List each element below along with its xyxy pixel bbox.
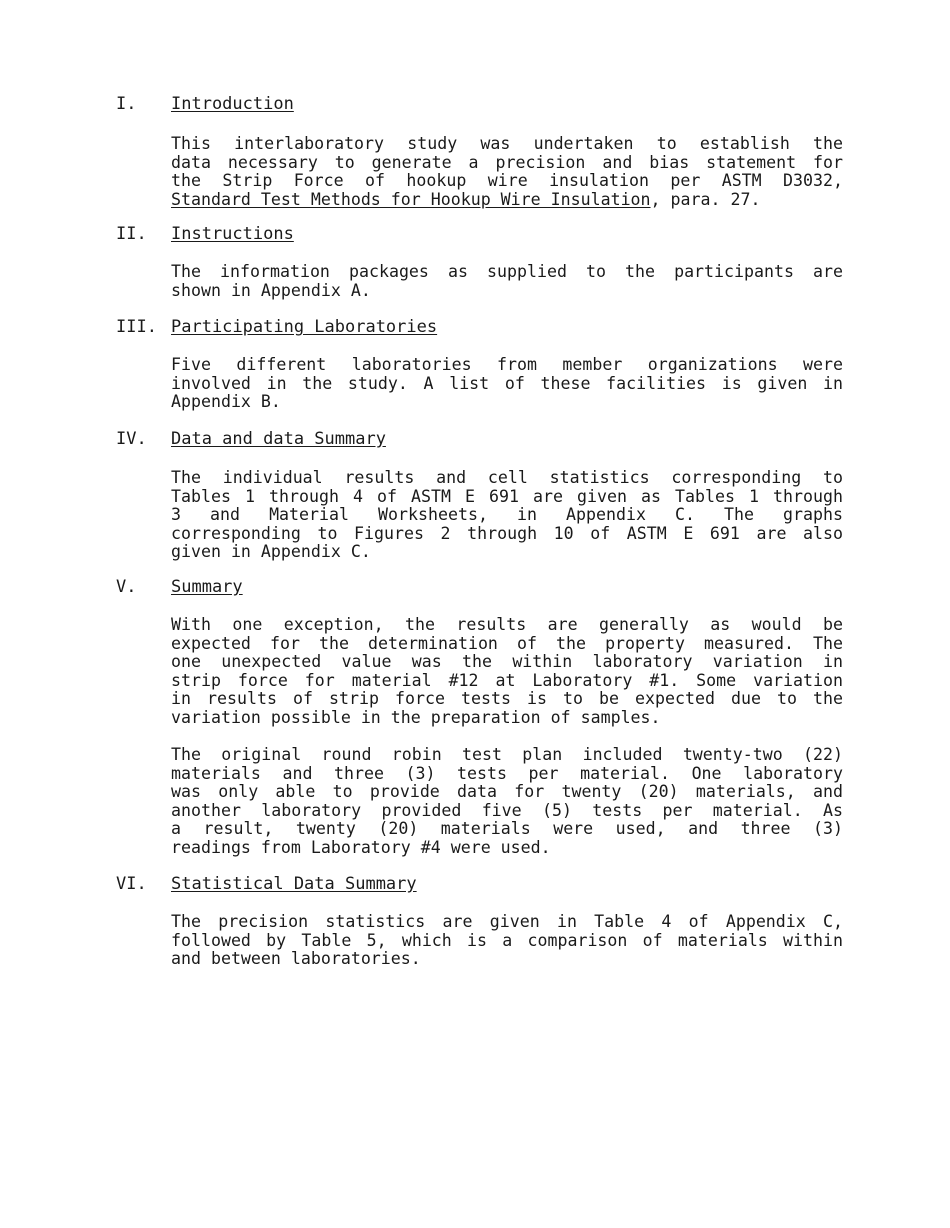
text-line: 3 and Material Worksheets, in Appendix C. The graphs [171, 505, 843, 524]
text-line: The information packages as supplied to the participants are [171, 262, 843, 281]
text-line: given in Appendix C. [171, 542, 371, 561]
text-line: the Strip Force of hookup wire insulation per ASTM D3032, [171, 171, 843, 190]
text-line: shown in Appendix A. [171, 280, 371, 300]
text-line: another laboratory provided five (5) tests per material. As [171, 800, 843, 820]
paragraph [171, 616, 843, 727]
text-line: readings from Laboratory #4 were used. [171, 837, 551, 857]
paragraph [171, 263, 843, 300]
text-line: was only able to provide data for twenty (20) materials, and [171, 782, 843, 801]
text-line: in results of strip force tests is to be expected due to the [171, 689, 843, 708]
text-line: With one exception, the results are generally as would be [171, 615, 843, 634]
section-numeral: V. [116, 577, 137, 597]
text-line: This interlaboratory study was undertaken to establish the [171, 134, 843, 153]
section-numeral: IV. [116, 429, 147, 449]
text-line [171, 191, 843, 210]
section-numeral: II. [116, 224, 147, 244]
text-line: The precision statistics are given in Table 4 of Appendix C, [171, 912, 843, 931]
text-fragment: , para. 27. [650, 189, 761, 209]
text-line: a result, twenty (20) materials were used, and three (3) [171, 819, 843, 838]
section-heading: Data and data Summary [171, 429, 386, 449]
text-line: involved in the study. A list of these facilities is given in [171, 373, 843, 393]
text-line: variation possible in the preparation of samples. [171, 707, 661, 727]
section-heading: Participating Laboratories [171, 317, 438, 337]
section-heading: Instructions [171, 224, 294, 244]
paragraph [171, 135, 843, 209]
section-heading: Statistical Data Summary [171, 874, 417, 894]
standard-title: Standard Test Methods for Hookup Wire Insulation [171, 189, 651, 209]
paragraph [171, 746, 843, 857]
text-line: Appendix B. [171, 392, 281, 411]
section-numeral: VI. [116, 874, 147, 894]
text-line: followed by Table 5, which is a comparison of materials within [171, 930, 843, 950]
text-line: corresponding to Figures 2 through 10 of ASTM E 691 are also [171, 523, 843, 543]
paragraph [171, 469, 843, 562]
text-line: and between laboratories. [171, 949, 421, 968]
text-line: strip force for material #12 at Laboratory #1. Some variation [171, 670, 843, 690]
text-line: The individual results and cell statistics corresponding to [171, 468, 843, 487]
text-line: data necessary to generate a precision and bias statement for [171, 152, 843, 172]
text-line: expected for the determination of the property measured. The [171, 633, 843, 653]
section-numeral: I. [116, 94, 137, 114]
text-line: Tables 1 through 4 of ASTM E 691 are given as Tables 1 through [171, 486, 843, 506]
section-heading: Introduction [171, 94, 294, 114]
text-line: Five different laboratories from member organizations were [171, 355, 843, 374]
text-line: one unexpected value was the within laboratory variation in [171, 652, 843, 671]
text-line: The original round robin test plan included twenty-two (22) [171, 745, 843, 764]
paragraph [171, 356, 843, 412]
paragraph [171, 913, 843, 969]
text-line: materials and three (3) tests per material. One laboratory [171, 763, 843, 783]
section-heading: Summary [171, 577, 243, 597]
section-numeral: III. [116, 317, 157, 337]
